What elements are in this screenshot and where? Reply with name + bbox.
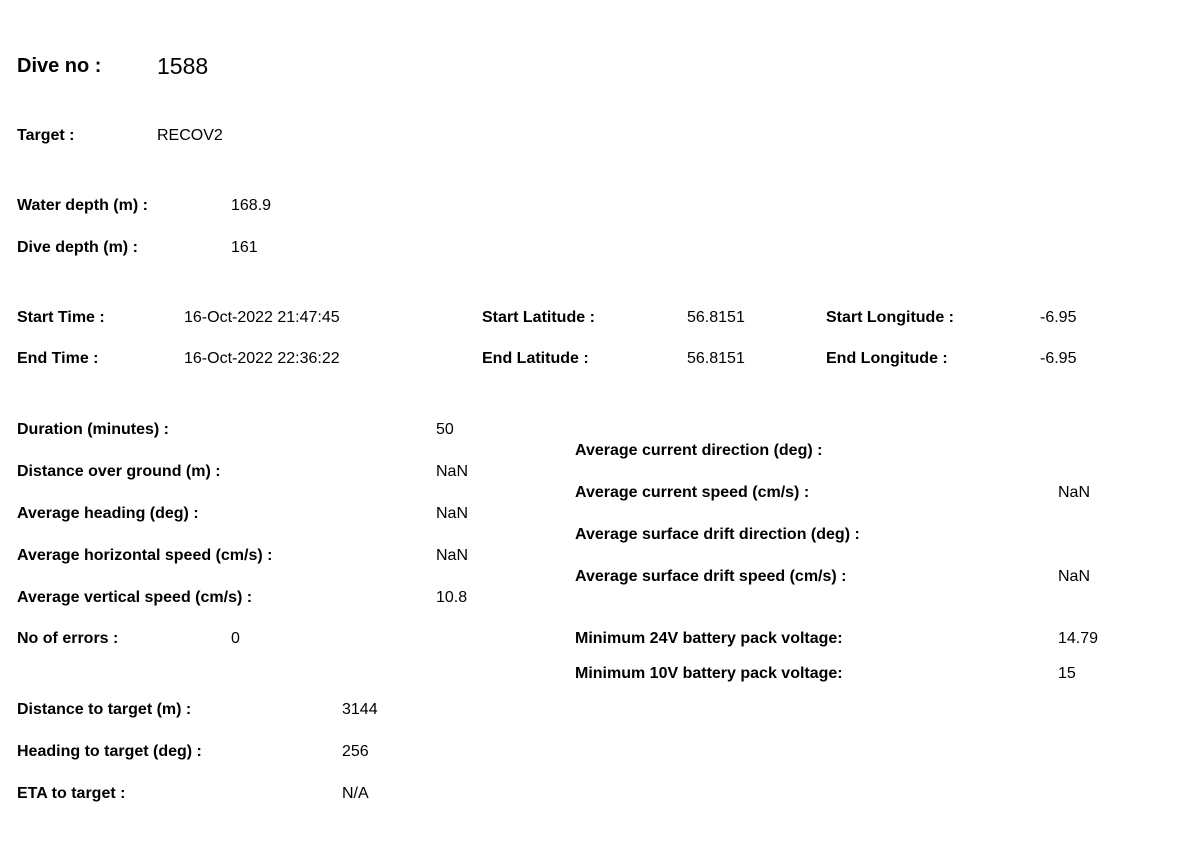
end-time-label: End Time :: [17, 350, 99, 367]
heading-to-target-label: Heading to target (deg) :: [17, 743, 202, 760]
average-horizontal-speed-value: NaN: [436, 547, 469, 564]
error-count-value: 0: [231, 630, 240, 647]
eta-to-target-value: N/A: [342, 785, 369, 802]
distance-to-target-value: 3144: [342, 701, 378, 718]
end-time-value: 16-Oct-2022 22:36:22: [184, 350, 340, 367]
start-longitude-label: Start Longitude :: [826, 309, 954, 326]
distance-to-target-label: Distance to target (m) :: [17, 701, 192, 718]
end-latitude-label: End Latitude :: [482, 350, 589, 367]
min-24v-battery-label: Minimum 24V battery pack voltage:: [575, 630, 843, 647]
target-label: Target :: [17, 127, 75, 144]
duration-label: Duration (minutes) :: [17, 421, 169, 438]
average-current-direction-label: Average current direction (deg) :: [575, 442, 823, 459]
dive-depth-value: 161: [231, 239, 258, 256]
average-heading-value: NaN: [436, 505, 469, 522]
water-depth-value: 168.9: [231, 197, 272, 214]
average-current-speed-value: NaN: [1058, 484, 1091, 501]
water-depth-label: Water depth (m) :: [17, 197, 148, 214]
average-surface-drift-direction-label: Average surface drift direction (deg) :: [575, 526, 860, 543]
target-value: RECOV2: [157, 127, 223, 144]
start-longitude-value: -6.95: [1040, 309, 1077, 326]
average-current-speed-label: Average current speed (cm/s) :: [575, 484, 810, 501]
dive-number-label: Dive no :: [17, 55, 102, 77]
end-longitude-value: -6.95: [1040, 350, 1077, 367]
min-24v-battery-value: 14.79: [1058, 630, 1099, 647]
dive-number-value: 1588: [157, 53, 209, 79]
average-vertical-speed-value: 10.8: [436, 589, 468, 606]
error-count-label: No of errors :: [17, 630, 119, 647]
average-horizontal-speed-label: Average horizontal speed (cm/s) :: [17, 547, 273, 564]
start-latitude-label: Start Latitude :: [482, 309, 595, 326]
min-10v-battery-value: 15: [1058, 665, 1076, 682]
end-latitude-value: 56.8151: [687, 350, 745, 367]
eta-to-target-label: ETA to target :: [17, 785, 126, 802]
min-10v-battery-label: Minimum 10V battery pack voltage:: [575, 665, 843, 682]
dive-depth-label: Dive depth (m) :: [17, 239, 138, 256]
start-latitude-value: 56.8151: [687, 309, 745, 326]
average-surface-drift-speed-label: Average surface drift speed (cm/s) :: [575, 568, 847, 585]
duration-value: 50: [436, 421, 454, 438]
average-vertical-speed-label: Average vertical speed (cm/s) :: [17, 589, 253, 606]
end-longitude-label: End Longitude :: [826, 350, 948, 367]
average-surface-drift-speed-value: NaN: [1058, 568, 1091, 585]
distance-over-ground-label: Distance over ground (m) :: [17, 463, 221, 480]
average-heading-label: Average heading (deg) :: [17, 505, 199, 522]
distance-over-ground-value: NaN: [436, 463, 469, 480]
heading-to-target-value: 256: [342, 743, 369, 760]
start-time-value: 16-Oct-2022 21:47:45: [184, 309, 340, 326]
start-time-label: Start Time :: [17, 309, 105, 326]
